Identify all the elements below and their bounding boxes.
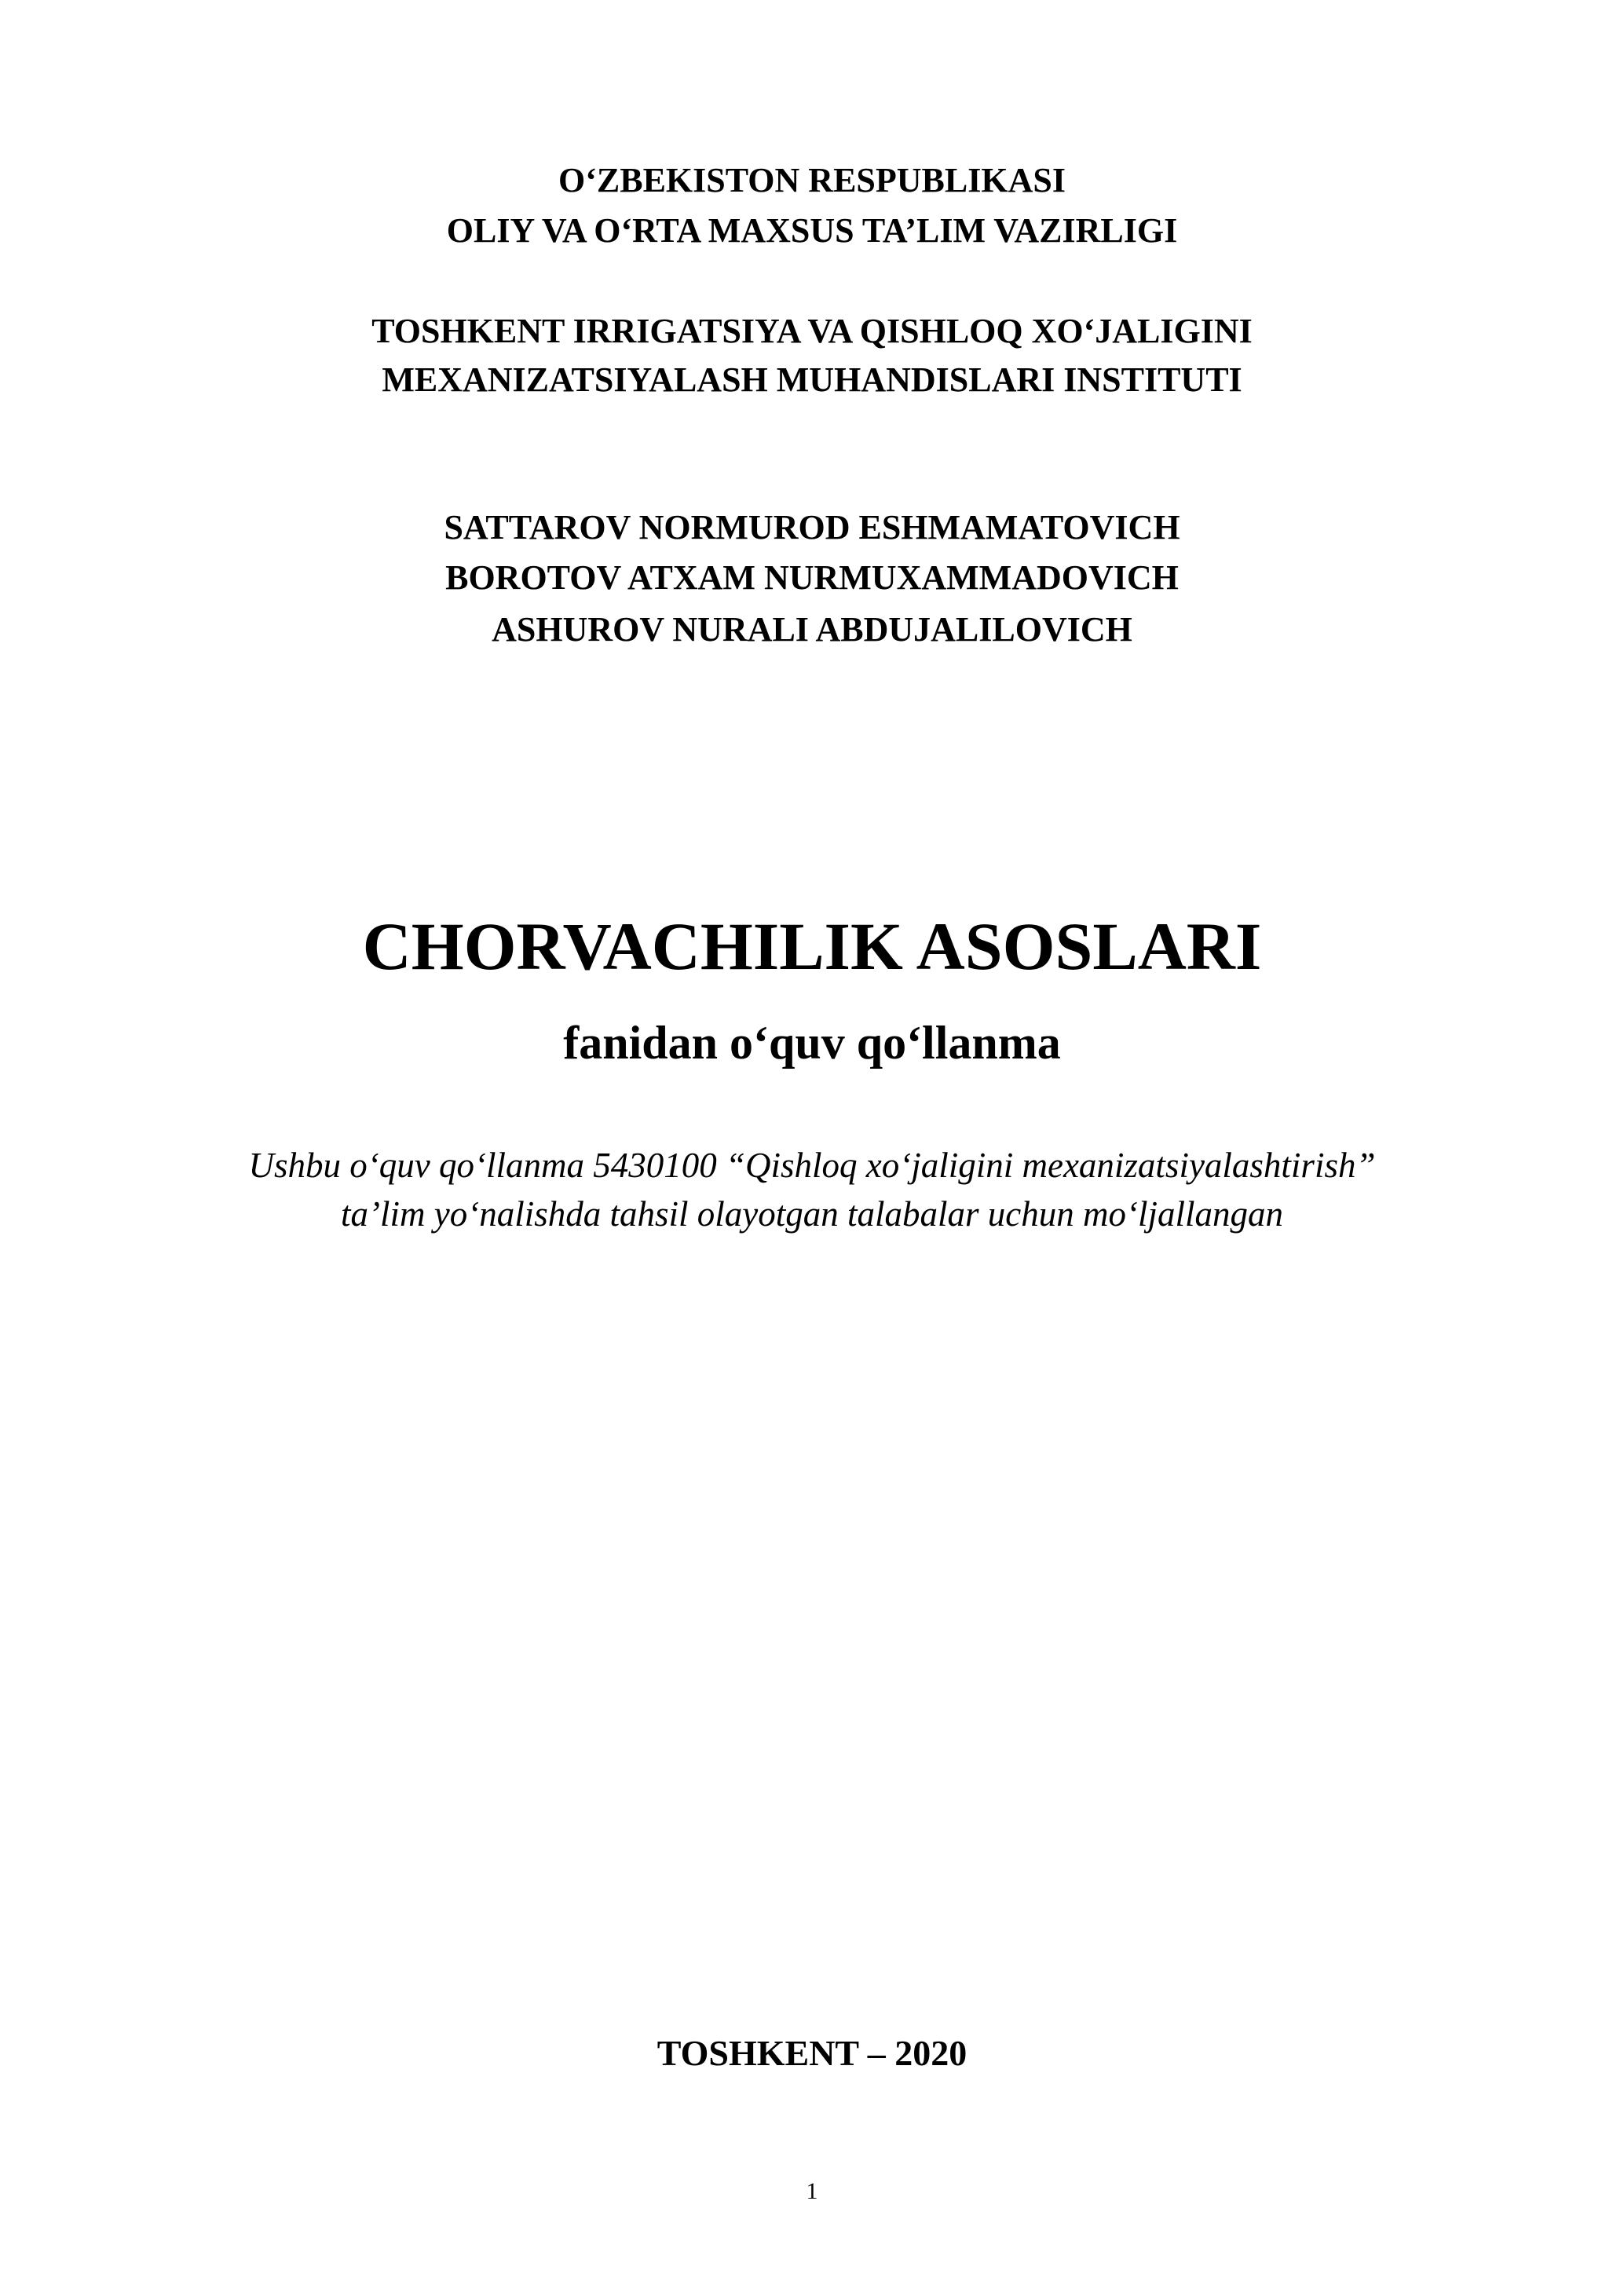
description-line1: Ushbu o‘quv qo‘llanma 5430100 “Qishloq xo‘jaligini mexanizatsiyalashtirish”: [248, 1146, 1376, 1185]
book-subtitle: fanidan o‘quv qo‘llanma: [563, 1017, 1061, 1069]
page-number: 1: [806, 2178, 818, 2204]
book-title: CHORVACHILIK ASOSLARI: [362, 909, 1262, 984]
description-line2: ta’lim yo‘nalishda tahsil olayotgan talabalar uchun mo‘ljallangan: [341, 1194, 1283, 1234]
author-3: ASHUROV NURALI ABDUJALILOVICH: [492, 610, 1132, 649]
author-2: BOROTOV ATXAM NURMUXAMMADOVICH: [445, 558, 1179, 597]
country-heading: O‘ZBEKISTON RESPUBLIKASI: [558, 161, 1066, 199]
institute-heading-line1: TOSHKENT IRRIGATSIYA VA QISHLOQ XO‘JALIGINI: [371, 312, 1253, 350]
city-year: TOSHKENT – 2020: [657, 2033, 967, 2073]
institute-heading-line2: MEXANIZATSIYALASH MUHANDISLARI INSTITUTI: [382, 360, 1242, 399]
author-1: SATTAROV NORMUROD ESHMAMATOVICH: [444, 508, 1180, 547]
ministry-heading: OLIY VA O‘RTA MAXSUS TA’LIM VAZIRLIGI: [446, 211, 1178, 250]
